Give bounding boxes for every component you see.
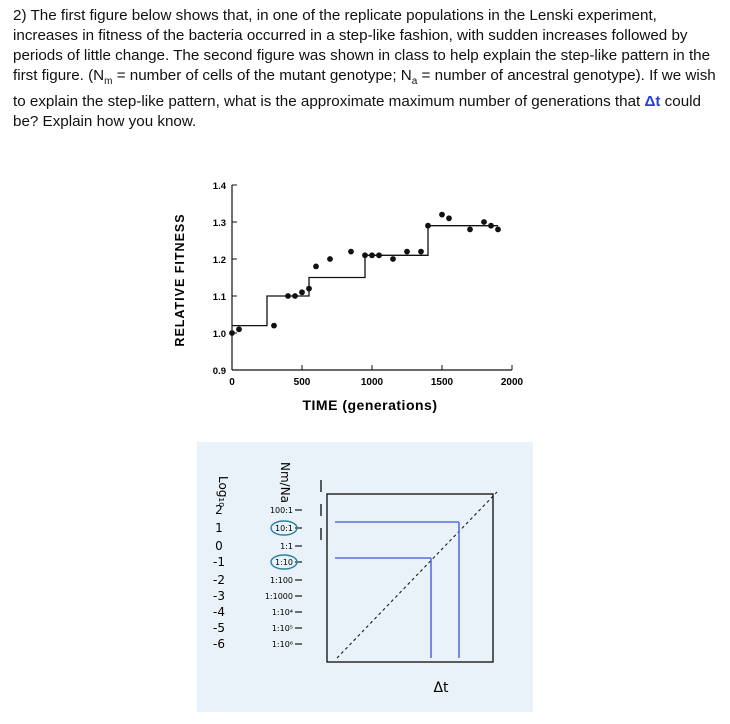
question-text: 2) The first figure below shows that, in one of the replicate populations in the Lenski experiment, increases in fitness of the bacteria occurred in a step-like fashion, with sudden increases followed by periods of little change. The second figure was shown in class to help explain the step-like pattern in the first figure. ($N_m$ = number of cells of the mutant genotype; $N_a$ = number of ancestral genotype). If we wish to explain the step-like pattern, what is the approximate maximum number of generations that Δt could be? Explain how you know.: [13, 7, 716, 131]
data-point: [418, 249, 424, 255]
delta-t-label: Δt: [433, 680, 449, 696]
data-point: [271, 323, 277, 329]
data-point: [446, 215, 452, 221]
ratio-label: Nm/Na: [278, 462, 292, 504]
data-point: [439, 212, 445, 218]
ratio-tick-label: 1:100: [269, 576, 293, 585]
x-tick-label: 1500: [430, 377, 454, 388]
y-tick-label: 1.2: [212, 255, 226, 266]
x-axis-label: TIME (generations): [302, 397, 438, 413]
log-tick-label: -5: [213, 621, 225, 635]
data-point: [362, 252, 368, 258]
data-point: [313, 264, 319, 270]
data-point: [404, 249, 410, 255]
x-tick-label: 500: [293, 377, 311, 388]
delta-t-highlight: Δt: [644, 93, 661, 111]
diagram-panel: [197, 442, 533, 712]
data-point: [467, 227, 473, 233]
data-point: [236, 326, 242, 332]
data-point: [425, 223, 431, 229]
data-point: [488, 223, 494, 229]
log-label: Log₁₀: [216, 476, 230, 508]
ratio-tick-label: 1:10⁴: [271, 608, 293, 617]
x-tick-label: 2000: [500, 377, 524, 388]
data-point: [376, 252, 382, 258]
log-tick-label: -4: [213, 605, 225, 619]
data-point: [481, 219, 487, 225]
fitness-chart: [160, 170, 540, 420]
y-tick-label: 1.3: [212, 218, 226, 229]
log-tick-label: -6: [213, 637, 225, 651]
y-tick-label: 1.4: [212, 181, 226, 192]
ratio-tick-label: 100:1: [269, 506, 293, 515]
question-number: 2): [13, 7, 27, 24]
ratio-tick-label: 1:10: [275, 558, 293, 567]
data-point: [285, 293, 291, 299]
y-tick-label: 1.1: [212, 292, 226, 303]
data-point: [292, 293, 298, 299]
data-point: [390, 256, 396, 262]
log-tick-label: -1: [213, 555, 225, 569]
data-point: [495, 227, 501, 233]
log-tick-label: -3: [213, 589, 225, 603]
ratio-tick-label: 1:10⁵: [271, 624, 293, 633]
y-tick-label: 0.9: [212, 366, 226, 377]
log-tick-label: 1: [215, 521, 223, 535]
ratio-tick-label: 1:1000: [264, 592, 293, 601]
y-axis-label: RELATIVE FITNESS: [173, 213, 187, 347]
step-fit-line: [232, 226, 498, 326]
data-point: [369, 252, 375, 258]
x-tick-label: 1000: [360, 377, 384, 388]
data-point: [299, 289, 305, 295]
y-tick-label: 1.0: [212, 329, 226, 340]
data-point: [229, 330, 235, 336]
log-tick-label: 0: [215, 539, 223, 553]
ratio-tick-label: 10:1: [275, 524, 293, 533]
data-point: [348, 249, 354, 255]
log-tick-label: 2: [215, 503, 223, 517]
ratio-diagram: [197, 442, 533, 712]
x-tick-label: 0: [229, 377, 235, 388]
data-point: [327, 256, 333, 262]
data-point: [306, 286, 312, 292]
ratio-tick-label: 1:10⁶: [271, 640, 293, 649]
ratio-tick-label: 1:1: [280, 542, 293, 551]
log-tick-label: -2: [213, 573, 225, 587]
